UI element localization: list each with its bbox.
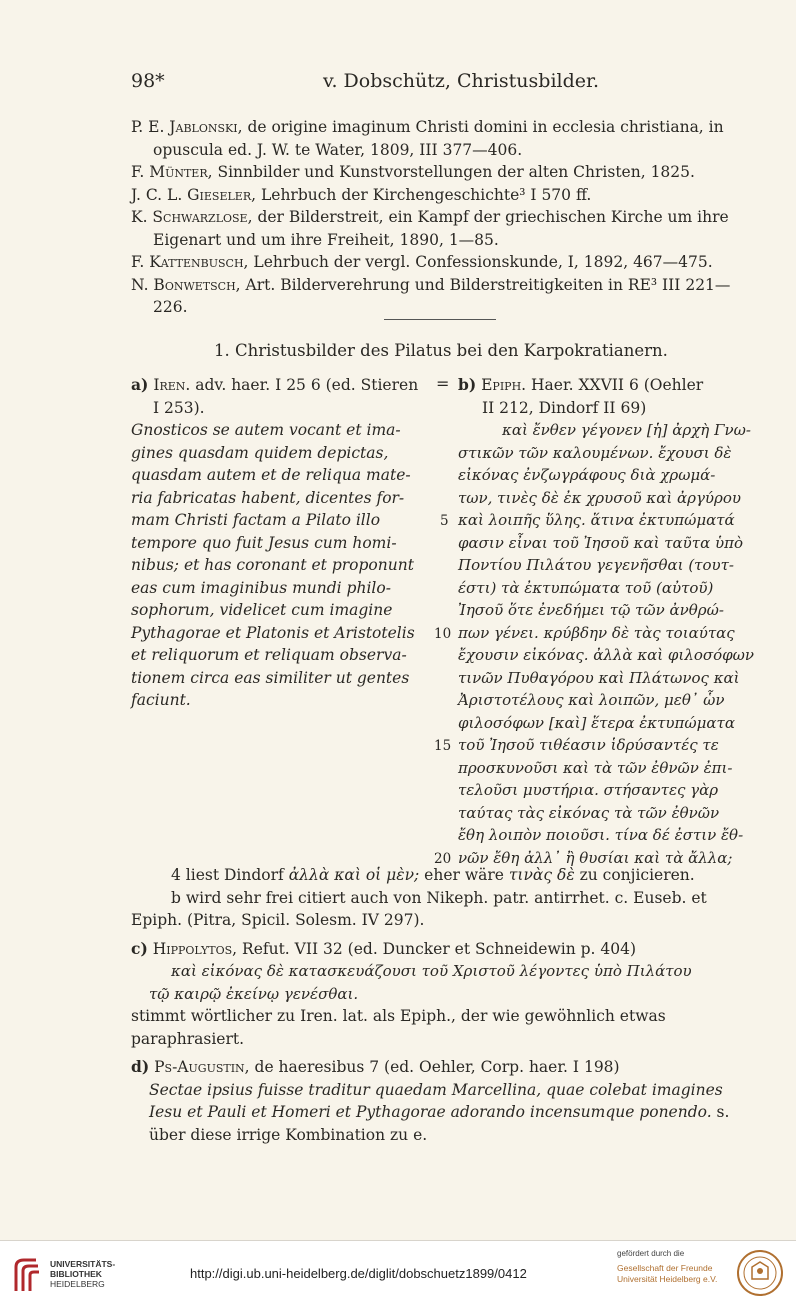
- left-source: a) Iren. adv. haer. I 25 6 (ed. Stieren I 253).: [131, 375, 419, 417]
- library-name: UNIVERSITÄTS- BIBLIOTHEK HEIDELBERG: [50, 1259, 116, 1289]
- footer-bar: [0, 1240, 796, 1303]
- left-column: [131, 374, 428, 712]
- section-c-greek: καὶ εἰκόνας δὲ κατασκευάζουσι τοῦ Χριστοῦ λέγοντες ὑπὸ Πιλάτου: [171, 962, 692, 980]
- section-c-comment: stimmt wörtlicher zu Iren. lat. als Epiph., der wie gewöhnlich etwas paraphrasiert.: [131, 1007, 666, 1048]
- page-number: 98*: [131, 70, 165, 92]
- bib-entry: N. Bonwetsch, Art. Bilderverehrung und Bilderstreitigkeiten in RE³ III 221—226.: [131, 275, 731, 316]
- section-d-text: Sectae ipsius fuisse traditur quaedam Marcellina, quae colebat imagines Iesu et Pauli et Homeri et Pythagorae adorando incensumque ponendo. s. über diese irrige Kombination zu e.: [149, 1080, 730, 1144]
- university-library-logo-icon: [12, 1257, 42, 1293]
- equals-sign: =: [436, 374, 450, 393]
- line-number: 20: [434, 851, 452, 867]
- bib-entry: F. Münter, Sinnbilder und Kunstvorstellungen der alten Christen, 1825.: [131, 163, 695, 181]
- section-c-heading: c) Hippolytos, Refut. VII 32 (ed. Duncker et Schneidewin p. 404): [131, 938, 637, 958]
- right-column: [458, 374, 763, 869]
- latin-text: Gnosticos se autem vocant et ima- gines quasdam quidem depictas, quasdam autem et de reliqua mate- ria fabricatas habent, dicentes for- mam Christi factam a Pilato illo tempore quo fuit Jesus cum homi- nibus; et has coronant et proponunt eas cum imaginibus mundi philo- sophorum, videlicet cum imagine Pythagorae et Platonis et Aristotelis et reliquorum et reliquam observa- tionem circa eas similiter ut gentes faciunt.: [131, 421, 415, 709]
- section-c-greek: τῷ καιρῷ ἐκείνῳ γενέσθαι.: [149, 984, 359, 1003]
- line-number: 15: [434, 738, 452, 754]
- note-4: 4 liest Dindorf ἀλλὰ καὶ οἱ μὲν; eher wäre τινὰς δὲ zu conjicieren.: [171, 866, 695, 884]
- right-source-cont: II 212, Dindorf II 69): [482, 398, 647, 417]
- sponsor-name: Gesellschaft der Freunde Universität Heidelberg e.V.: [617, 1263, 718, 1284]
- notes: [131, 864, 759, 1146]
- line-number: 5: [440, 513, 449, 529]
- university-seal-icon: [736, 1249, 784, 1297]
- divider: [384, 319, 496, 320]
- sponsor-caption: gefördert durch die: [617, 1249, 685, 1258]
- bib-entry: F. Kattenbusch, Lehrbuch der vergl. Confessionskunde, I, 1892, 467—475.: [131, 253, 713, 271]
- section-d-heading: d) Ps-Augustin, de haeresibus 7 (ed. Oehler, Corp. haer. I 198): [131, 1057, 620, 1076]
- section-title: 1. Christusbilder des Pilatus bei den Karpokratianern.: [214, 341, 668, 360]
- bib-entry: J. C. L. Gieseler, Lehrbuch der Kirchengeschichte³ I 570 ff.: [131, 185, 592, 204]
- greek-text: καὶ ἔνθεν γέγονεν [ἡ] ἀρχὴ Γνω- στικῶν τῶν καλουμένων. ἔχουσι δὲ εἰκόνας ἐνζωγράφους διὰ χρωμά- των, τινὲς δὲ ἐκ χρυσοῦ καὶ ἀργύρου καὶ λοιπῆς ὕλης. ἅτινα ἐκτυπώματά φασιν εἶναι τοῦ Ἰησοῦ καὶ ταῦτα ὑπὸ Ποντίου Πιλάτου γεγενῆσθαι (τουτ- έστι) τὰ ἐκτυπώματα τοῦ (αὐτοῦ) Ἰησοῦ ὅτε ἐνεδήμει τῷ τῶν ἀνθρώ- πων γένει. κρύβδην δὲ τὰς τοιαύτας ἔχουσιν εἰκόνας. ἀλλὰ καὶ φιλοσόφων τινῶν Πυθαγόρου καὶ Πλάτωνος καὶ Ἀριστοτέλους καὶ λοιπῶν, μεθ᾽ ὧν φιλοσόφων [καὶ] ἕτερα ἐκτυπώματα τοῦ Ἰησοῦ τιθέασιν ἱδρύσαντές τε προσκυνοῦσι καὶ τὰ τῶν ἐθνῶν ἐπι- τελοῦσι μυστήρια. στήσαντες γὰρ ταύτας τὰς εἰκόνας τὰ τῶν ἐθνῶν ἔθη λοιπὸν ποιοῦσι. τίνα δέ ἐστιν ἔθ- νῶν ἔθη ἀλλ᾽ ἢ θυσίαι καὶ τὰ ἄλλα;: [458, 421, 754, 867]
- note-b: b wird sehr frei citiert auch von Nikeph. patr. antirrhet. c. Euseb. et Epiph. (Pitra, Spicil. Solesm. IV 297).: [131, 888, 707, 929]
- bib-entry: K. Schwarzlose, der Bilderstreit, ein Kampf der griechischen Kirche um ihre Eigenart und um ihre Freiheit, 1890, 1—85.: [131, 208, 729, 249]
- line-number: 10: [434, 626, 452, 642]
- source-url[interactable]: http://digi.ub.uni-heidelberg.de/diglit/dobschuetz1899/0412: [190, 1266, 527, 1281]
- right-source: b) Epiph. Haer. XXVII 6 (Oehler: [458, 375, 704, 394]
- bib-entry: P. E. Jablonski, de origine imaginum Christi domini in ecclesia christiana, in opuscula ed. J. W. te Water, 1809, III 377—406.: [131, 118, 724, 159]
- running-title: v. Dobschütz, Christusbilder.: [323, 70, 600, 92]
- bibliography: [131, 116, 756, 319]
